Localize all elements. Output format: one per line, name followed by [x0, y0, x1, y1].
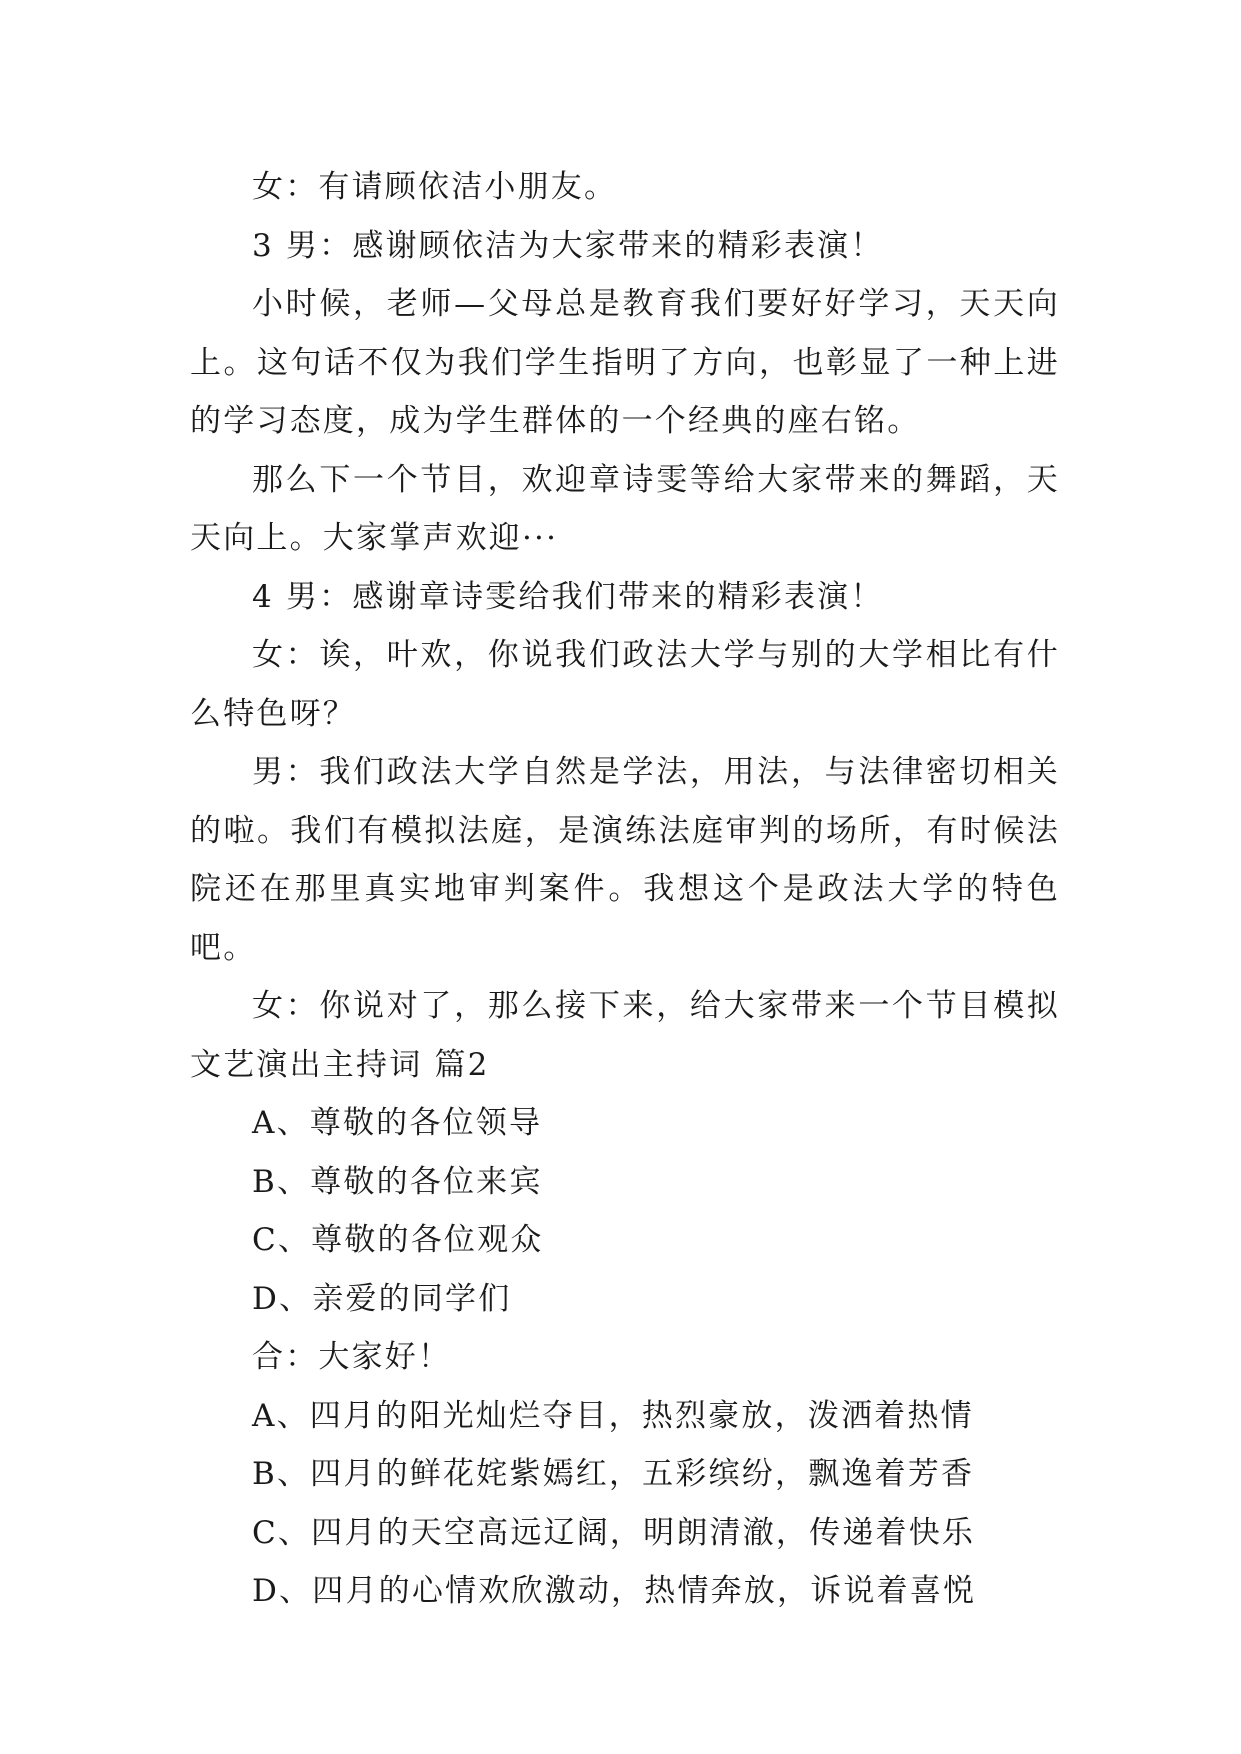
paragraph: 女：有请顾依洁小朋友。 [252, 169, 618, 205]
list-item: B、尊敬的各位来宾 [252, 1163, 543, 1200]
paragraph: 男：我们政法大学自然是学法，用法，与法律密切相关的啦。我们有模拟法庭，是演练法庭审判的场所，有时候法院还在那里真实地审判案件。我想这个是政法大学的特色吧。 [190, 754, 1060, 966]
list-item: D、四月的心情欢欣激动，热情奔放，诉说着喜悦 [252, 1573, 977, 1609]
paragraph: 那么下一个节目，欢迎章诗雯等给大家带来的舞蹈，天天向上。大家掌声欢迎··· [190, 461, 1060, 556]
paragraph: 3 男：感谢顾依洁为大家带来的精彩表演！ [252, 227, 884, 264]
list-item: B、四月的鲜花姹紫嫣红，五彩缤纷，飘逸着芳香 [252, 1456, 975, 1492]
paragraph: 女：你说对了，那么接下来，给大家带来一个节目模拟文艺演出主持词 篇2 [190, 988, 1060, 1083]
paragraph: 女：诶，叶欢，你说我们政法大学与别的大学相比有什么特色呀？ [190, 637, 1060, 732]
paragraph: 4 男：感谢章诗雯给我们带来的精彩表演！ [252, 578, 884, 615]
document-body [190, 158, 1060, 1621]
list-item: A、四月的阳光灿烂夺目，热烈豪放，泼洒着热情 [252, 1397, 974, 1434]
list-item: A、尊敬的各位领导 [252, 1105, 543, 1141]
paragraph: 小时候，老师—父母总是教育我们要好好学习，天天向上。这句话不仅为我们学生指明了方向，也彰显了一种上进的学习态度，成为学生群体的一个经典的座右铭。 [190, 286, 1060, 439]
list-item: C、尊敬的各位观众 [252, 1222, 544, 1258]
list-item: D、亲爱的同学们 [252, 1280, 512, 1317]
paragraph: 合：大家好！ [252, 1339, 452, 1375]
list-item: C、四月的天空高远辽阔，明朗清澈，传递着快乐 [252, 1514, 976, 1551]
